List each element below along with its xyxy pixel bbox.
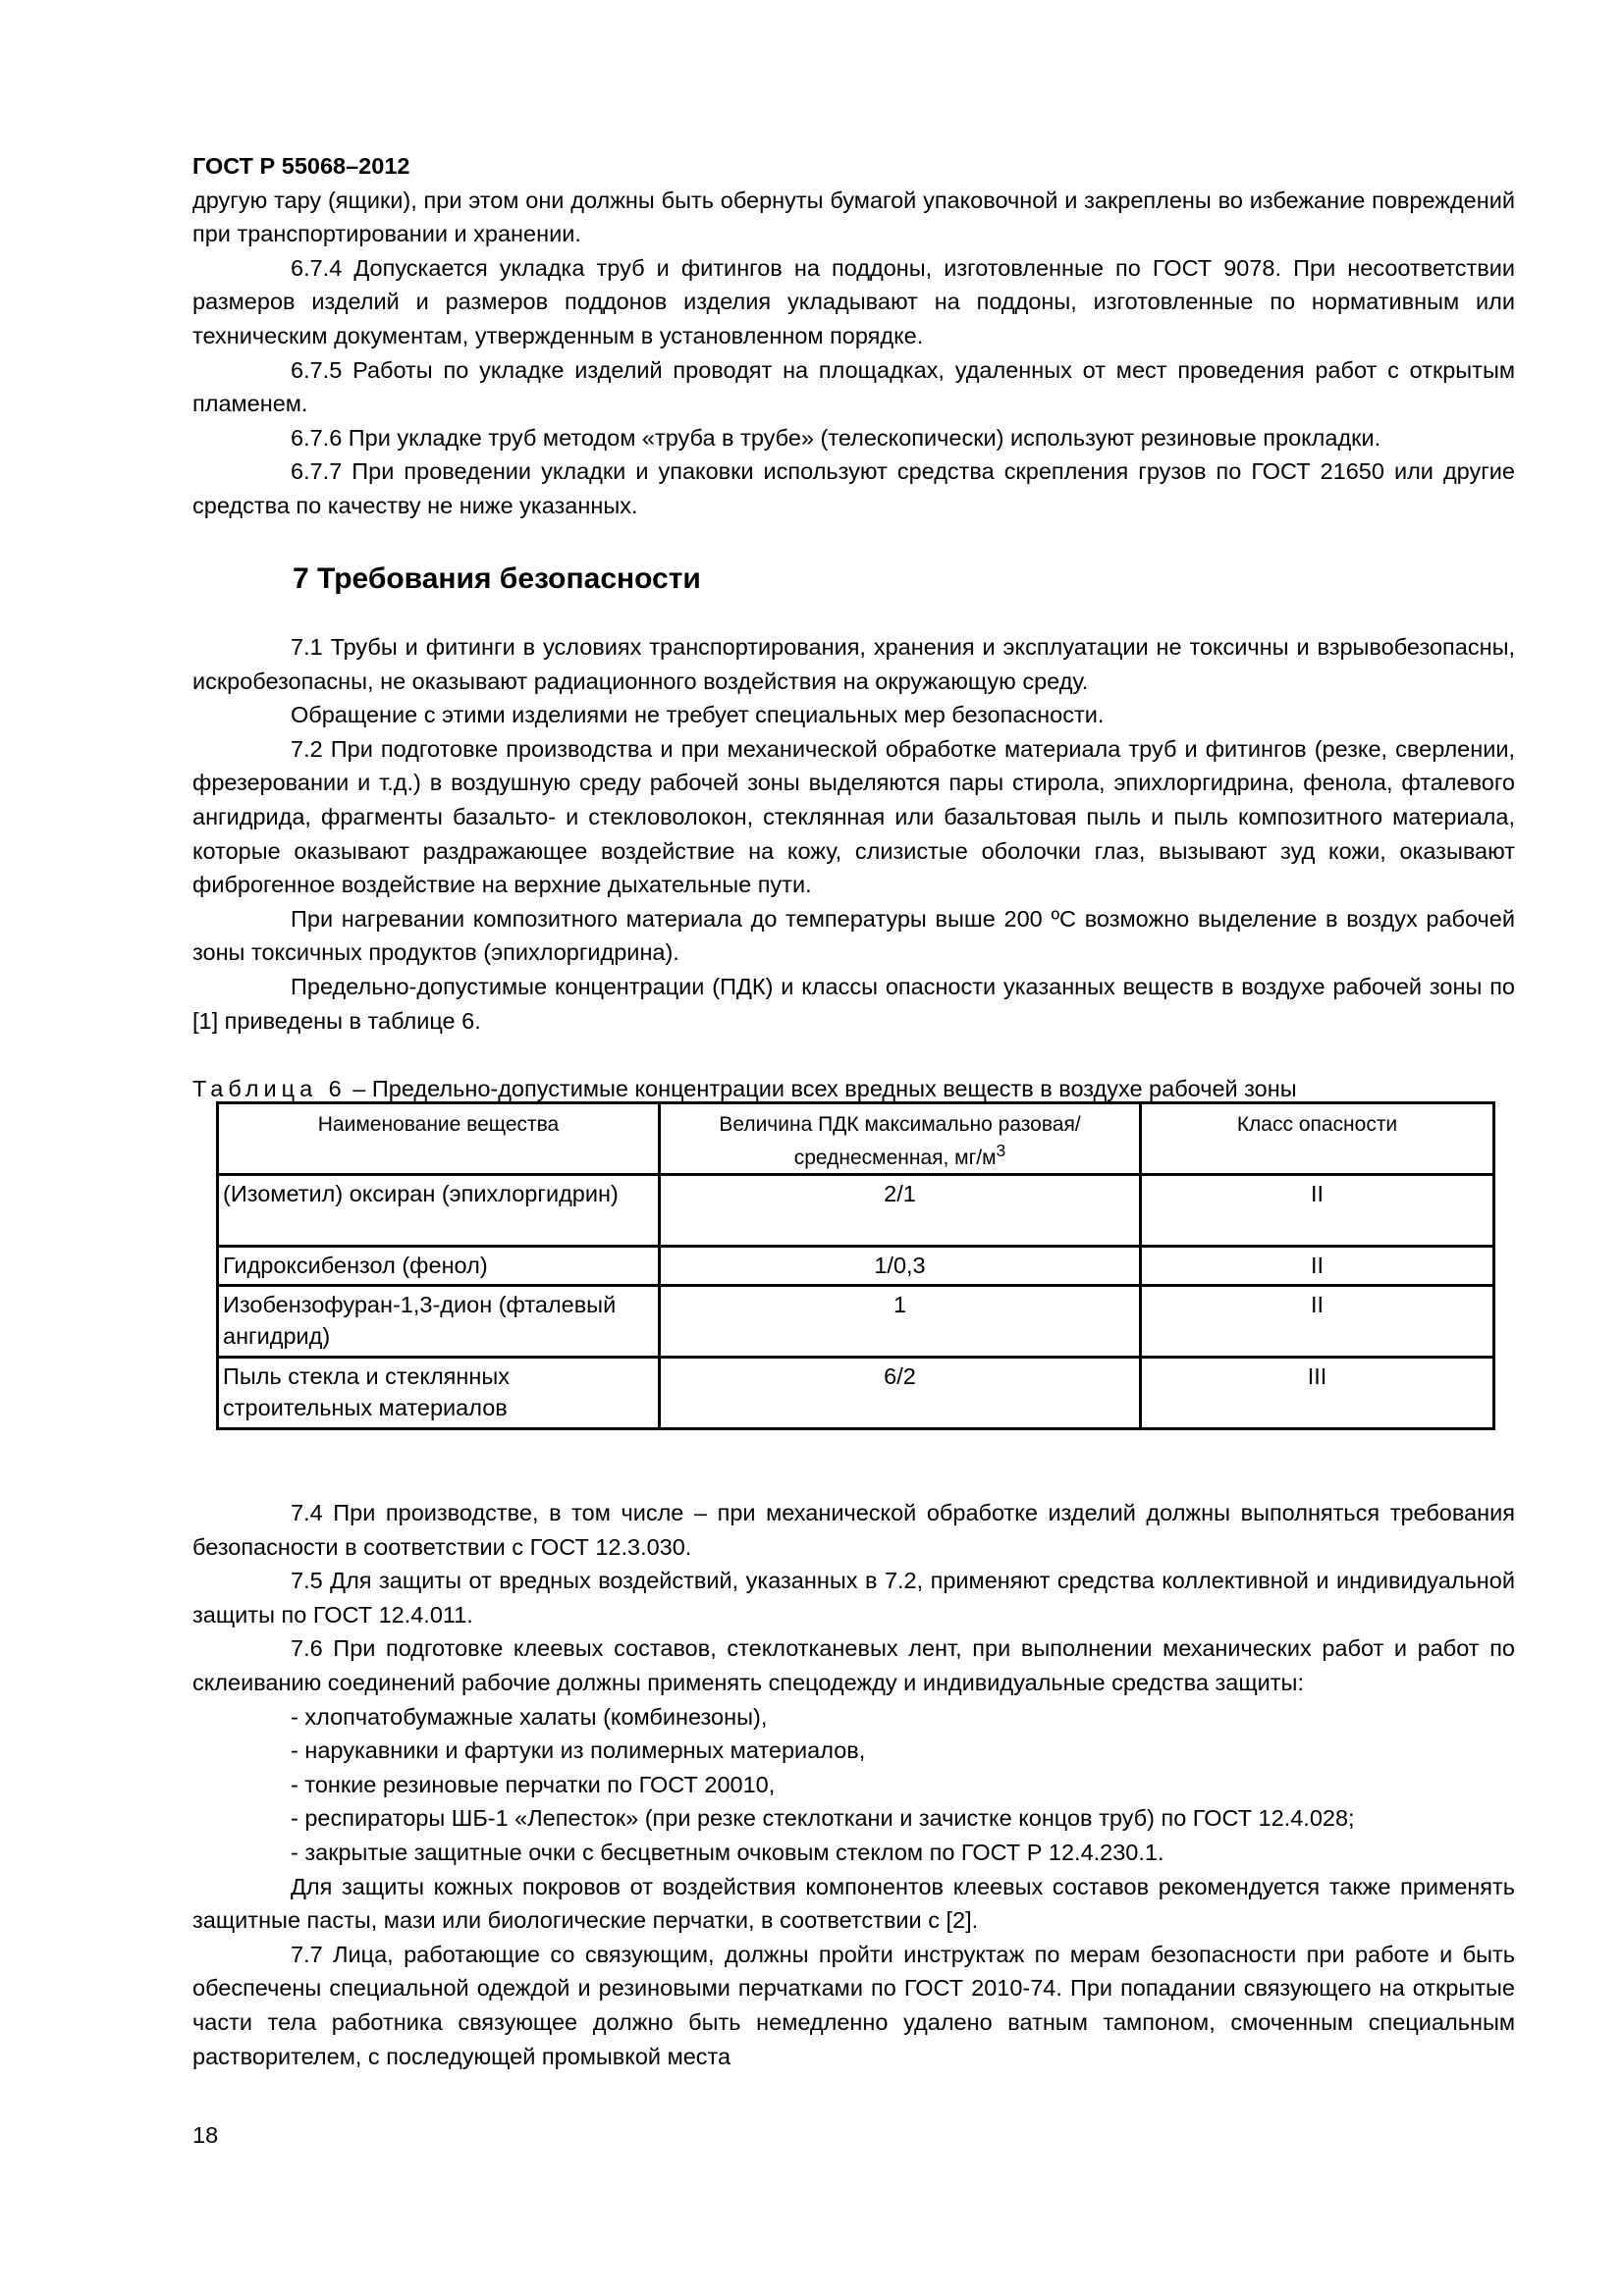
table-caption-label: Таблица 6 — [192, 1076, 347, 1101]
paragraph: Обращение с этими изделиями не требует специальных мер безопасности. — [291, 702, 1105, 728]
pdk-value: 1/0,3 — [660, 1247, 1141, 1286]
paragraph: - респираторы ШБ-1 «Лепесток» (при резке стеклоткани и зачистке концов труб) по ГОСТ 12.4.028; — [291, 1805, 1355, 1832]
table-row — [218, 1358, 1494, 1429]
paragraph: 6.7.4 Допускается укладка труб и фитингов на поддоны, изготовленные по ГОСТ 9078. При несоответствии размеров изделий и размеров поддонов изделия укладывают на поддоны, изготовленные по нормативным или техническим документам, утвержденным в установленном порядке. — [192, 254, 1515, 348]
top-block — [192, 149, 1515, 523]
substance-name: Гидроксибензол (фенол) — [218, 1247, 660, 1286]
lower-block — [192, 1496, 1515, 2073]
paragraph: При нагревании композитного материала до температуры выше 200 ºС возможно выделение в воздух рабочей зоны токсичных продуктов (эпихлоргидрина). — [192, 905, 1515, 966]
paragraph: Предельно-допустимые концентрации (ПДК) и классы опасности указанных веществ в воздухе рабочей зоны по [1] приведены в таблице 6. — [192, 973, 1515, 1034]
column-header-text: Величина ПДК максимально разовая/среднесменная, мг/м — [719, 1113, 1081, 1169]
section-heading: 7 Требования безопасности — [293, 562, 701, 595]
paragraph: 6.7.6 При укладке труб методом «труба в трубе» (телескопически) используют резиновые прокладки. — [291, 424, 1381, 451]
section-7-block — [192, 630, 1515, 1038]
superscript: 3 — [996, 1141, 1006, 1160]
pdk-value: 2/1 — [660, 1175, 1141, 1247]
paragraph: 7.1 Трубы и фитинги в условиях транспортирования, хранения и эксплуатации не токсичны и взрывобезопасны, искробезопасны, не оказывают радиационного воздействия на окружающую среду. — [192, 634, 1515, 694]
paragraph: 6.7.5 Работы по укладке изделий проводят на площадках, удаленных от мест проведения работ с открытым пламенем. — [192, 356, 1515, 417]
paragraph: - закрытые защитные очки с бесцветным очковым стеклом по ГОСТ Р 12.4.230.1. — [291, 1839, 1164, 1865]
paragraph: 7.6 При подготовке клеевых составов, стеклотканевых лент, при выполнении механических работ и работ по склеиванию соединений рабочие должны применять спецодежду и индивидуальные средства защиты: — [192, 1635, 1515, 1695]
paragraph: 7.2 При подготовке производства и при механической обработке материала труб и фитингов (резке, сверлении, фрезеровании и т.д.) в воздушную среду рабочей зоны выделяются пары стирола, эпихлоргидрина, фенола, фталевого ангидрида, фрагменты базальто- и стекловолокон, стеклянная или базальтовая пыль и пыль композитного материала, которые оказывают раздражающее воздействие на кожу, слизистые оболочки глаз, вызывают зуд кожи, оказывают фиброгенное воздействие на верхние дыхательные пути. — [192, 735, 1515, 898]
table-row — [218, 1247, 1494, 1286]
pdk-table — [216, 1101, 1495, 1430]
paragraph: 7.4 При производстве, в том числе – при механической обработке изделий должны выполняться требования безопасности в соответствии с ГОСТ 12.3.030. — [192, 1500, 1515, 1560]
pdk-value: 1 — [660, 1286, 1141, 1358]
paragraph: 7.5 Для защиты от вредных воздействий, указанных в 7.2, применяют средства коллективной и индивидуальной защиты по ГОСТ 12.4.011. — [192, 1568, 1515, 1628]
table-row — [218, 1175, 1494, 1247]
hazard-class: III — [1141, 1358, 1494, 1429]
pdk-value: 6/2 — [660, 1358, 1141, 1429]
document-header: ГОСТ Р 55068–2012 — [192, 153, 410, 179]
paragraph: - нарукавники и фартуки из полимерных материалов, — [291, 1737, 866, 1764]
table-row — [218, 1286, 1494, 1358]
paragraph: другую тару (ящики), при этом они должны быть обернуты бумагой упаковочной и закреплены во избежание повреждений при транспортировании и хранении. — [192, 187, 1515, 247]
column-header: Класс опасности — [1141, 1103, 1494, 1175]
table-caption-text: – Предельно-допустимые концентрации всех вредных веществ в воздухе рабочей зоны — [346, 1076, 1297, 1101]
hazard-class: II — [1141, 1175, 1494, 1247]
substance-name: Изобензофуран-1,3-дион (фталевый ангидрид) — [218, 1286, 660, 1358]
column-header — [660, 1103, 1141, 1175]
hazard-class: II — [1141, 1286, 1494, 1358]
paragraph: 7.7 Лица, работающие со связующим, должны пройти инструктаж по мерам безопасности при работе и быть обеспечены специальной одеждой и резиновыми перчатками по ГОСТ 2010-74. При попадании связующего на открытые части тела работника связующее должно быть немедленно удалено ватным тампоном, смоченным специальным растворителем, с последующей промывкой места — [192, 1941, 1515, 2069]
hazard-class: II — [1141, 1247, 1494, 1286]
table-caption — [192, 1076, 1297, 1102]
page-number: 18 — [192, 2122, 219, 2148]
paragraph: 6.7.7 При проведении укладки и упаковки используют средства скрепления грузов по ГОСТ 21650 или другие средства по качеству не ниже указанных. — [192, 458, 1515, 518]
substance-name: (Изометил) оксиран (эпихлоргидрин) — [218, 1175, 660, 1247]
paragraph: - тонкие резиновые перчатки по ГОСТ 20010, — [291, 1771, 776, 1797]
table-header-row — [218, 1103, 1494, 1175]
column-header: Наименование вещества — [218, 1103, 660, 1175]
substance-name: Пыль стекла и стеклянных строительных материалов — [218, 1358, 660, 1429]
paragraph: Для защиты кожных покровов от воздействия компонентов клеевых составов рекомендуется также применять защитные пасты, мази или биологические перчатки, в соответствии с [2]. — [192, 1873, 1515, 1934]
paragraph: - хлопчатобумажные халаты (комбинезоны), — [291, 1703, 768, 1730]
